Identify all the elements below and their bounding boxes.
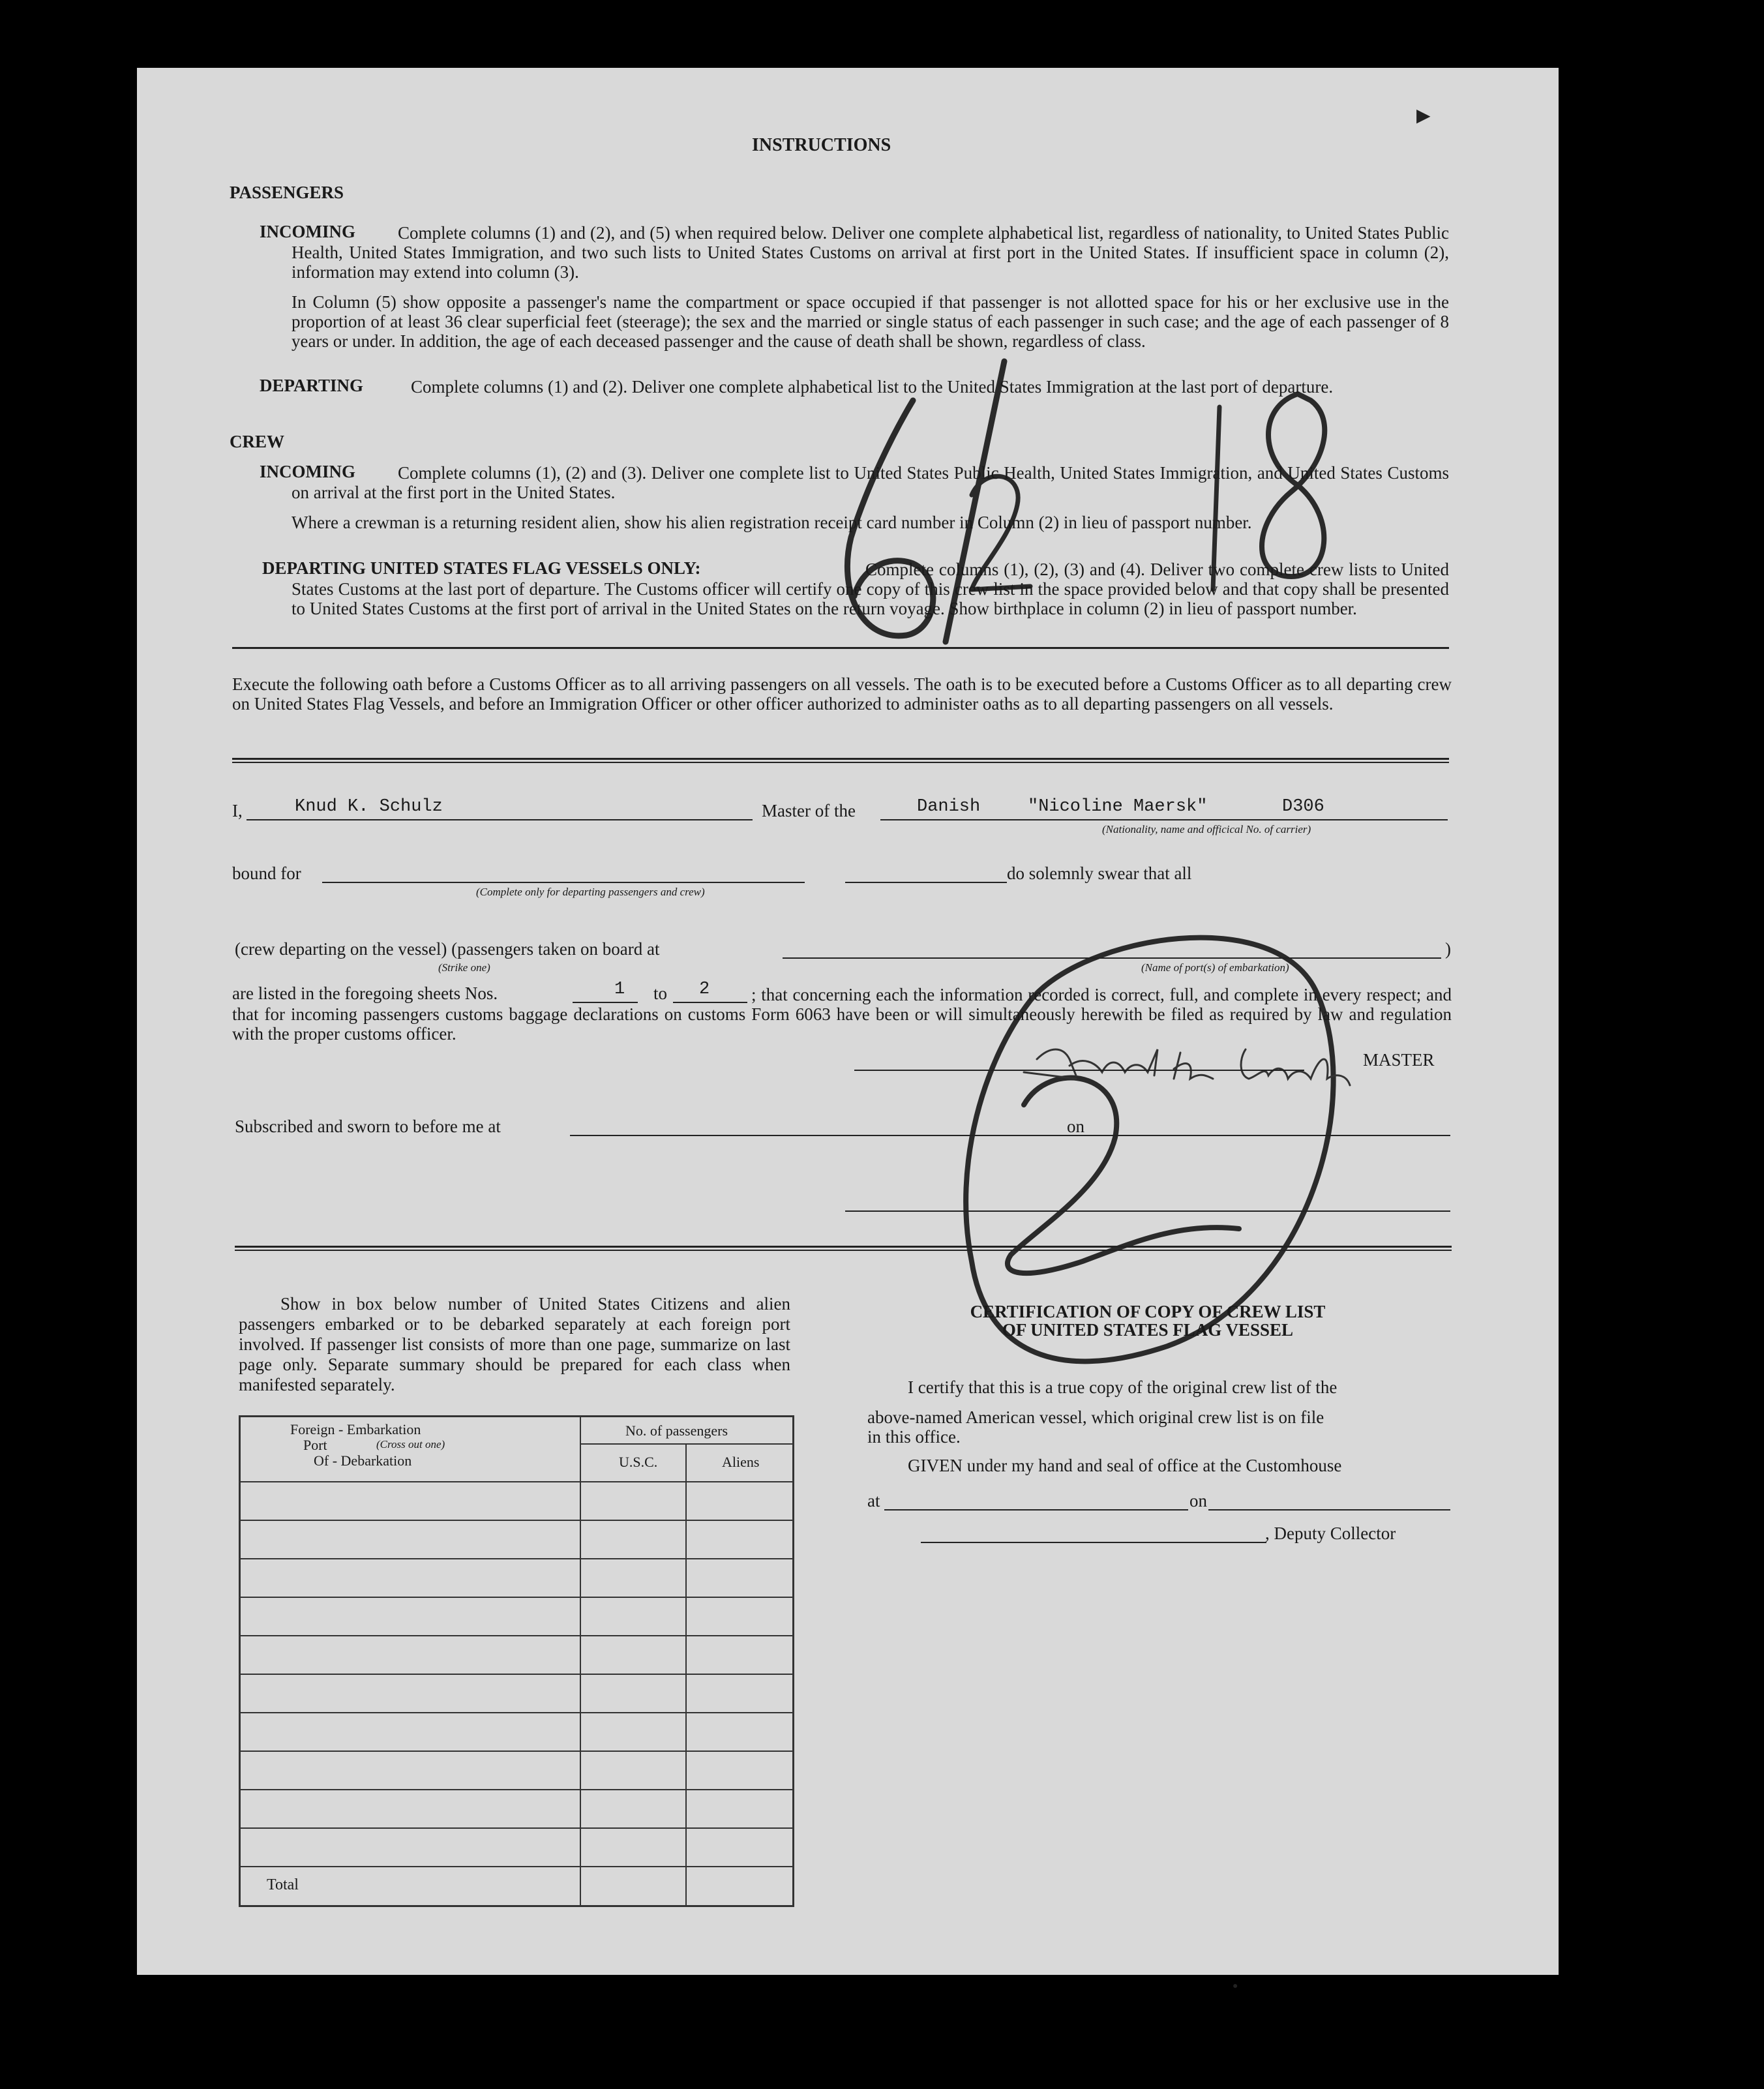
master-label: MASTER xyxy=(1363,1050,1435,1070)
passengers-incoming-text: Complete columns (1) and (2), and (5) when required below. Deliver one complete alphabetical list, regardless of nationality, to United States Public Health, United States Immigration, and two such lists to United States Customs on arrival at first port in the United States. If insufficient space in column (2), information may extend into column (3). xyxy=(292,223,1449,282)
divider xyxy=(232,758,1449,760)
port-column-header-3: Of - Debarkation xyxy=(314,1452,412,1469)
cert-at-label: at xyxy=(867,1491,880,1510)
crew-incoming-text: Complete columns (1), (2) and (3). Deliver one complete list to United States Public Health, United States Immigration, and United States Customs on arrival at the first port in the United States. xyxy=(292,463,1449,502)
certification-text-3: in this office. xyxy=(867,1427,961,1447)
aliens-header: Aliens xyxy=(722,1454,760,1470)
cross-out-caption: (Cross out one) xyxy=(376,1438,445,1450)
divider xyxy=(232,647,1449,649)
certification-text: I certify that this is a true copy of the original crew list of the xyxy=(908,1377,1338,1397)
to-label: to xyxy=(653,984,668,1003)
subscribed-label: Subscribed and sworn to before me at xyxy=(235,1117,501,1136)
cert-on-label: on xyxy=(1189,1491,1207,1510)
sheet-from: 1 xyxy=(614,980,625,999)
page-title: INSTRUCTIONS xyxy=(752,135,891,155)
bound-for-line xyxy=(322,882,805,883)
port-column-header: Foreign - Embarkation xyxy=(290,1421,421,1437)
carrier-caption: (Nationality, name and officical No. of carrier) xyxy=(1102,823,1311,835)
divider xyxy=(232,762,1449,763)
scan-speck: ● xyxy=(1233,1981,1238,1991)
summary-instructions: Show in box below number of United States Citizens and alien passengers embarked or to be debarked separately at each foreign port involved. If passenger list consists of more than one page, summarize on last page only. Separate summary should be prepared for each class when manifested separately. xyxy=(239,1294,790,1394)
deputy-line xyxy=(921,1542,1266,1543)
strike-caption: (Strike one) xyxy=(438,961,490,974)
listed-rest-text: ; that concerning each the information recorded is correct, full, and complete in every respect; and that for incoming passengers customs baggage declarations on customs Form 6063 have been or will simultaneously herewith be filed as required by law and regulation with the proper customs officer. xyxy=(232,985,1452,1044)
passengers-heading: PASSENGERS xyxy=(230,183,344,202)
crew-departing-label: DEPARTING UNITED STATES FLAG VESSELS ONLY: xyxy=(262,558,701,578)
bound-for-line-2 xyxy=(845,882,1007,883)
certification-title-2: OF UNITED STATES FLAG VESSEL xyxy=(1002,1320,1294,1340)
crew-departing-label: (crew departing on the vessel) (passengers taken on board at xyxy=(235,939,660,959)
subscribed-line xyxy=(570,1135,1450,1136)
officer-signature-line xyxy=(845,1210,1450,1212)
passengers-incoming-label: INCOMING xyxy=(260,222,355,241)
deputy-label: , Deputy Collector xyxy=(1265,1524,1396,1543)
nationality: Danish xyxy=(917,797,981,817)
passengers-departing-label: DEPARTING xyxy=(260,376,364,395)
ports-caption: (Name of port(s) of embarkation) xyxy=(1141,961,1289,974)
crew-resident-text: Where a crewman is a returning resident alien, show his alien registration receipt card number in Column (2) in lieu of passport number. xyxy=(292,513,1252,532)
oath-intro: Execute the following oath before a Customs Officer as to all arriving passengers on all vessels. The oath is to be executed before a Customs Officer as to all departing crew on United States Flag Vessels, and before an Immigration Officer or other officer authorized to administer oaths as to all departing passengers on all vessels. xyxy=(232,674,1452,714)
total-label: Total xyxy=(267,1876,299,1893)
given-text: GIVEN under my hand and seal of office at the Customhouse xyxy=(908,1456,1342,1475)
master-name: Knud K. Schulz xyxy=(295,797,443,817)
carrier-line xyxy=(880,819,1448,820)
oath-i-label: I, xyxy=(232,801,243,820)
close-paren: ) xyxy=(1445,939,1451,959)
official-number: D306 xyxy=(1282,797,1324,817)
master-of-label: Master of the xyxy=(762,801,856,820)
form-page xyxy=(137,68,1559,1991)
cert-at-line xyxy=(884,1509,1450,1510)
passengers-departing-text: Complete columns (1) and (2). Deliver one complete alphabetical list to the United States Immigration at the last port of departure. xyxy=(411,377,1334,397)
crew-heading: CREW xyxy=(230,432,285,451)
swear-label: do solemnly swear that all xyxy=(1007,864,1192,883)
certification-text-2: above-named American vessel, which original crew list is on file xyxy=(867,1407,1324,1427)
listed-label: are listed in the foregoing sheets Nos. xyxy=(232,984,498,1003)
embarkation-port-line xyxy=(783,957,1441,959)
divider xyxy=(235,1250,1452,1251)
sheet-to: 2 xyxy=(699,980,710,999)
certification-title: CERTIFICATION OF COPY OF CREW LIST xyxy=(970,1302,1326,1321)
passenger-summary-table xyxy=(239,1415,794,1907)
bound-for-label: bound for xyxy=(232,864,301,883)
master-name-line xyxy=(247,819,753,820)
column5-text: In Column (5) show opposite a passenger's name the compartment or space occupied if that passenger is not allotted space for his or her exclusive use in the proportion of at least 36 clear superficial feet (steerage); the sex and the married or single status of each passenger in such case; and the age of each passenger of 8 years or under. In addition, the age of each deceased passenger and the cause of death shall be shown, regardless of class. xyxy=(292,292,1449,351)
usc-header: U.S.C. xyxy=(619,1454,658,1470)
divider xyxy=(235,1246,1452,1248)
vessel-name: "Nicoline Maersk" xyxy=(1028,797,1208,817)
departing-caption: (Complete only for departing passengers and crew) xyxy=(476,886,705,898)
subscribed-on-label: on xyxy=(1067,1117,1084,1136)
master-signature-line xyxy=(854,1070,1304,1071)
no-passengers-header: No. of passengers xyxy=(625,1422,728,1439)
crew-incoming-label: INCOMING xyxy=(260,462,355,481)
scan-speck: ▶ xyxy=(1416,106,1431,126)
crew-departing-text: Complete columns (1), (2), (3) and (4). Deliver two complete crew lists to United States Customs at the last port of departure. The Customs officer will certify one copy of this crew list in the space provided below and that copy shall be presented to United States Customs at the first port of arrival in the United States on the return voyage. Show birthplace in column (2) in lieu of passport number. xyxy=(292,560,1449,618)
port-column-header-2: Port xyxy=(303,1437,327,1453)
